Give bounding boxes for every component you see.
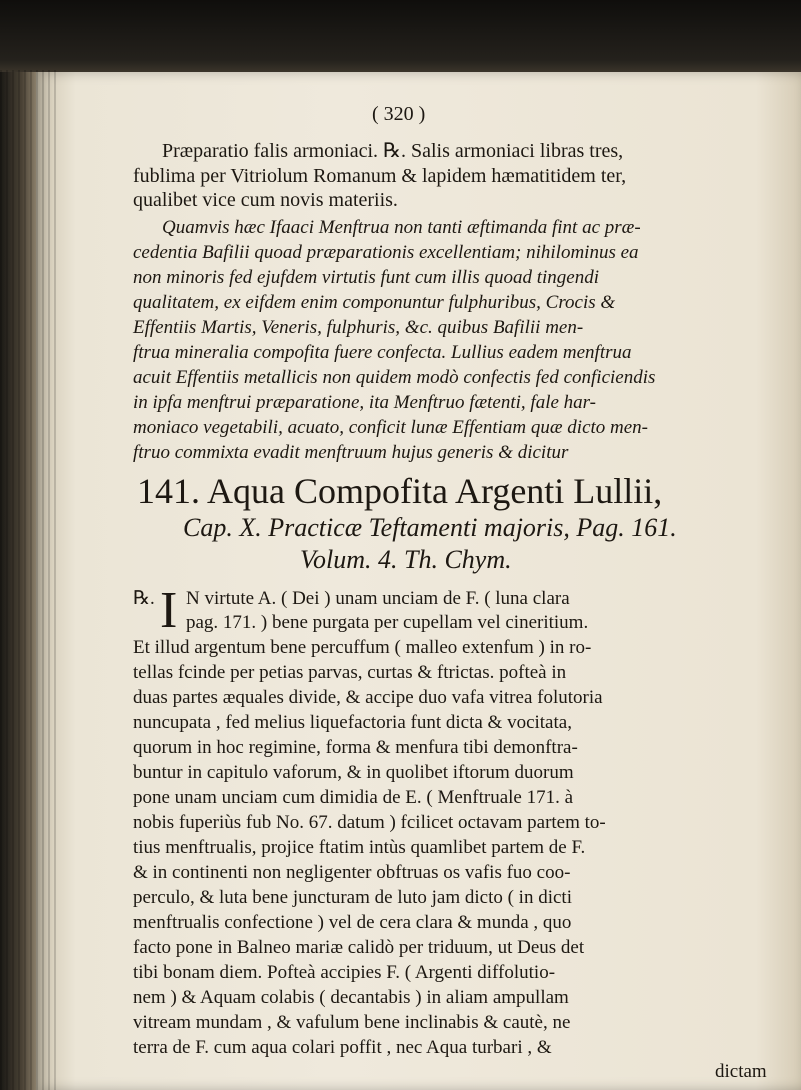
text-line: quorum in hoc regimine, forma & menfura tibi demonftra- <box>133 737 578 758</box>
text-line: acuit Effentiis metallicis non quidem modò confectis fed conficiendis <box>133 367 656 388</box>
text-line: buntur in capitulo vaforum, & in quolibet iftorum duorum <box>133 762 574 783</box>
text-line: & in continenti non negligenter obftruas os vafis fuo coo- <box>133 862 571 883</box>
text-line: qualibet vice cum novis materiis. <box>133 189 398 211</box>
text-line: nuncupata , fed melius liquefactoria funt dicta & vocitata, <box>133 712 572 733</box>
text-line: Et illud argentum bene percuffum ( malleo extenfum ) in ro- <box>133 637 592 658</box>
drop-cap: I <box>160 582 178 639</box>
text-line: Quamvis hæc Ifaaci Menftrua non tanti æftimanda fint ac præ- <box>162 217 641 238</box>
text-line: non minoris fed ejufdem virtutis funt cum illis quoad tingendi <box>133 267 600 288</box>
text-line: ftruo commixta evadit menftruum hujus generis & dicitur <box>133 442 569 463</box>
text-line: tellas fcinde per petias parvas, curtas & ftrictas. pofteà in <box>133 662 567 683</box>
text-line: duas partes æquales divide, & accipe duo vafa vitrea folutoria <box>133 687 603 708</box>
recipe-mark: ℞. <box>133 588 155 609</box>
text-line: Præparatio falis armoniaci. ℞. Salis armoniaci libras tres, <box>162 140 624 162</box>
catchword: dictam <box>715 1061 767 1082</box>
text-line: ftrua mineralia compofita fuere confecta. Lullius eadem menftrua <box>133 342 632 363</box>
section-subheading: Cap. X. Practicæ Teftamenti majoris, Pag. 161. <box>183 513 677 542</box>
text-line: tius menftrualis, projice ftatim intùs quamlibet partem de F. <box>133 837 586 858</box>
book-spine <box>0 70 60 1090</box>
text-line: in ipfa menftrui præparatione, ita Menftruo fætenti, fale har- <box>133 392 596 413</box>
text-line: nobis fuperiùs fub No. 67. datum ) fcilicet octavam partem to- <box>133 812 606 833</box>
text-line: pag. 171. ) bene purgata per cupellam vel cineritium. <box>186 612 589 633</box>
text-line: pone unam unciam cum dimidia de E. ( Menftruale 171. à <box>133 787 574 808</box>
text-line: nem ) & Aquam colabis ( decantabis ) in aliam ampullam <box>133 987 569 1008</box>
text-line: cedentia Bafilii quoad præparationis excellentiam; nihilominus ea <box>133 242 639 263</box>
section-heading: 141. Aqua Compofita Argenti Lullii, <box>137 471 663 511</box>
text-line: N virtute A. ( Dei ) unam unciam de F. ( luna clara <box>186 588 570 609</box>
text-line: perculo, & luta bene juncturam de luto jam dicto ( in dicti <box>133 887 572 908</box>
text-line: facto pone in Balneo mariæ calidò per triduum, ut Deus det <box>133 937 585 958</box>
text-line: Effentiis Martis, Veneris, fulphuris, &c. quibus Bafilii men- <box>133 317 584 338</box>
section-subheading: Volum. 4. Th. Chym. <box>300 545 512 574</box>
text-line: vitream mundam , & vafulum bene inclinabis & cautè, ne <box>133 1012 571 1033</box>
text-line: menftrualis confectione ) vel de cera clara & munda , quo <box>133 912 572 933</box>
text-line: terra de F. cum aqua colari poffit , nec Aqua turbari , & <box>133 1037 552 1058</box>
text-line: fublima per Vitriolum Romanum & lapidem hæmatitidem ter, <box>133 165 627 187</box>
text-line: qualitatem, ex eifdem enim componuntur fulphuribus, Crocis & <box>133 292 616 313</box>
dark-background <box>0 0 801 72</box>
page-number: ( 320 ) <box>372 103 426 125</box>
text-line: moniaco vegetabili, acuato, conficit lunæ Effentiam quæ dicto men- <box>133 417 649 438</box>
text-line: tibi bonam diem. Pofteà accipies F. ( Argenti diffolutio- <box>133 962 556 983</box>
